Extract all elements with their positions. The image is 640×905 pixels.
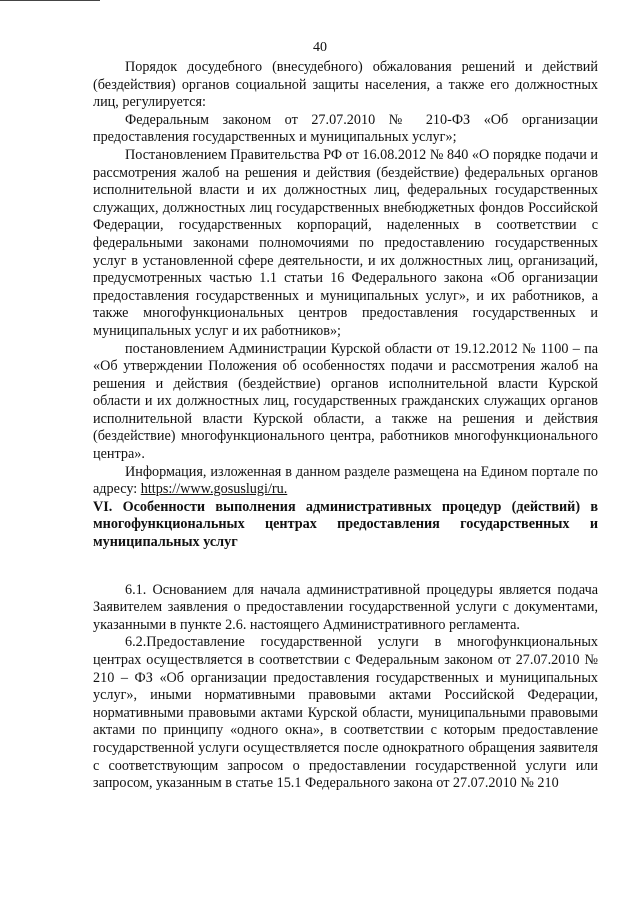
document-body [93,59,598,793]
paragraph-6-1: 6.1. Основанием для начала административной процедуры является подача Заявителем заявления о предоставлении государственной услуги с документами, указанными в пункте 2.6. настоящего Административного регламента. [93,581,598,633]
paragraph-government-decree: Постановлением Правительства РФ от 16.08.2012 № 840 «О порядке подачи и рассмотрения жалоб на решения и действия (бездействие) федеральных органов исполнительной власти и их должностных лиц, федеральных государственных служащих, должностных лиц государственных внебюджетных фондов Российской Федерации, государственных корпораций, наделенных в соответствии с федеральными законами полномочиями по предоставлению государственных услуг в установленной сфере деятельности, и их должностных лиц, организаций, предусмотренных частью 1.1 статьи 16 Федерального закона «Об организации предоставления государственных и муниципальных услуг», и их работников, а также многофункциональных центров предоставления государственных и муниципальных услуг и их работников»; [93,146,598,339]
paragraph-federal-law: Федеральным законом от 27.07.2010 № 210-ФЗ «Об организации предоставления государственных и муниципальных услуг»; [93,111,598,146]
portal-info-text: Информация, изложенная в данном разделе размещена на Едином портале по адресу: [93,463,598,498]
paragraph-6-2: 6.2.Предоставление государственной услуги в многофункциональных центрах осуществляется в соответствии с Федеральным законом от 27.07.2010 № 210 – ФЗ «Об организации предоставления государственных и муниципальных услуг», иными нормативными правовыми актами Российской Федерации, нормативными правовыми актами Курской области, муниципальными правовыми актами по принципу «одного окна», в соответствии с которым предоставление государственной услуги осуществляется после однократного обращения заявителя с соответствующим запросом о предоставлении государственной услуги или запросом, указанным в статье 15.1 Федерального закона от 27.07.2010 № 210 [93,634,598,792]
portal-link[interactable]: https://www.gosuslugi/ru. [140,481,288,498]
top-rule [0,0,100,1]
paragraph-portal-info [93,464,598,499]
section-heading: VI. Особенности выполнения административных процедур (действий) в многофункциональных центрах предоставления государственных и муниципальных услуг [93,498,598,551]
paragraph-appeal-procedure: Порядок досудебного (внесудебного) обжалования решений и действий (бездействия) органов социальной защиты населения, а также его должностных лиц, регулируется: [93,59,598,111]
page-number: 40 [313,40,327,55]
paragraph-kursk-resolution: постановлением Администрации Курской области от 19.12.2012 № 1100 – па «Об утверждении Положения об особенностях подачи и рассмотрения жалоб на решения и действия (бездействие) органов исполнительной власти Курской области и их должностных лиц, государственных гражданских служащих органов исполнительной власти Курской области, а также на решения и действия (бездействие) многофункционального центра, работников многофункционального центра». [93,340,598,463]
